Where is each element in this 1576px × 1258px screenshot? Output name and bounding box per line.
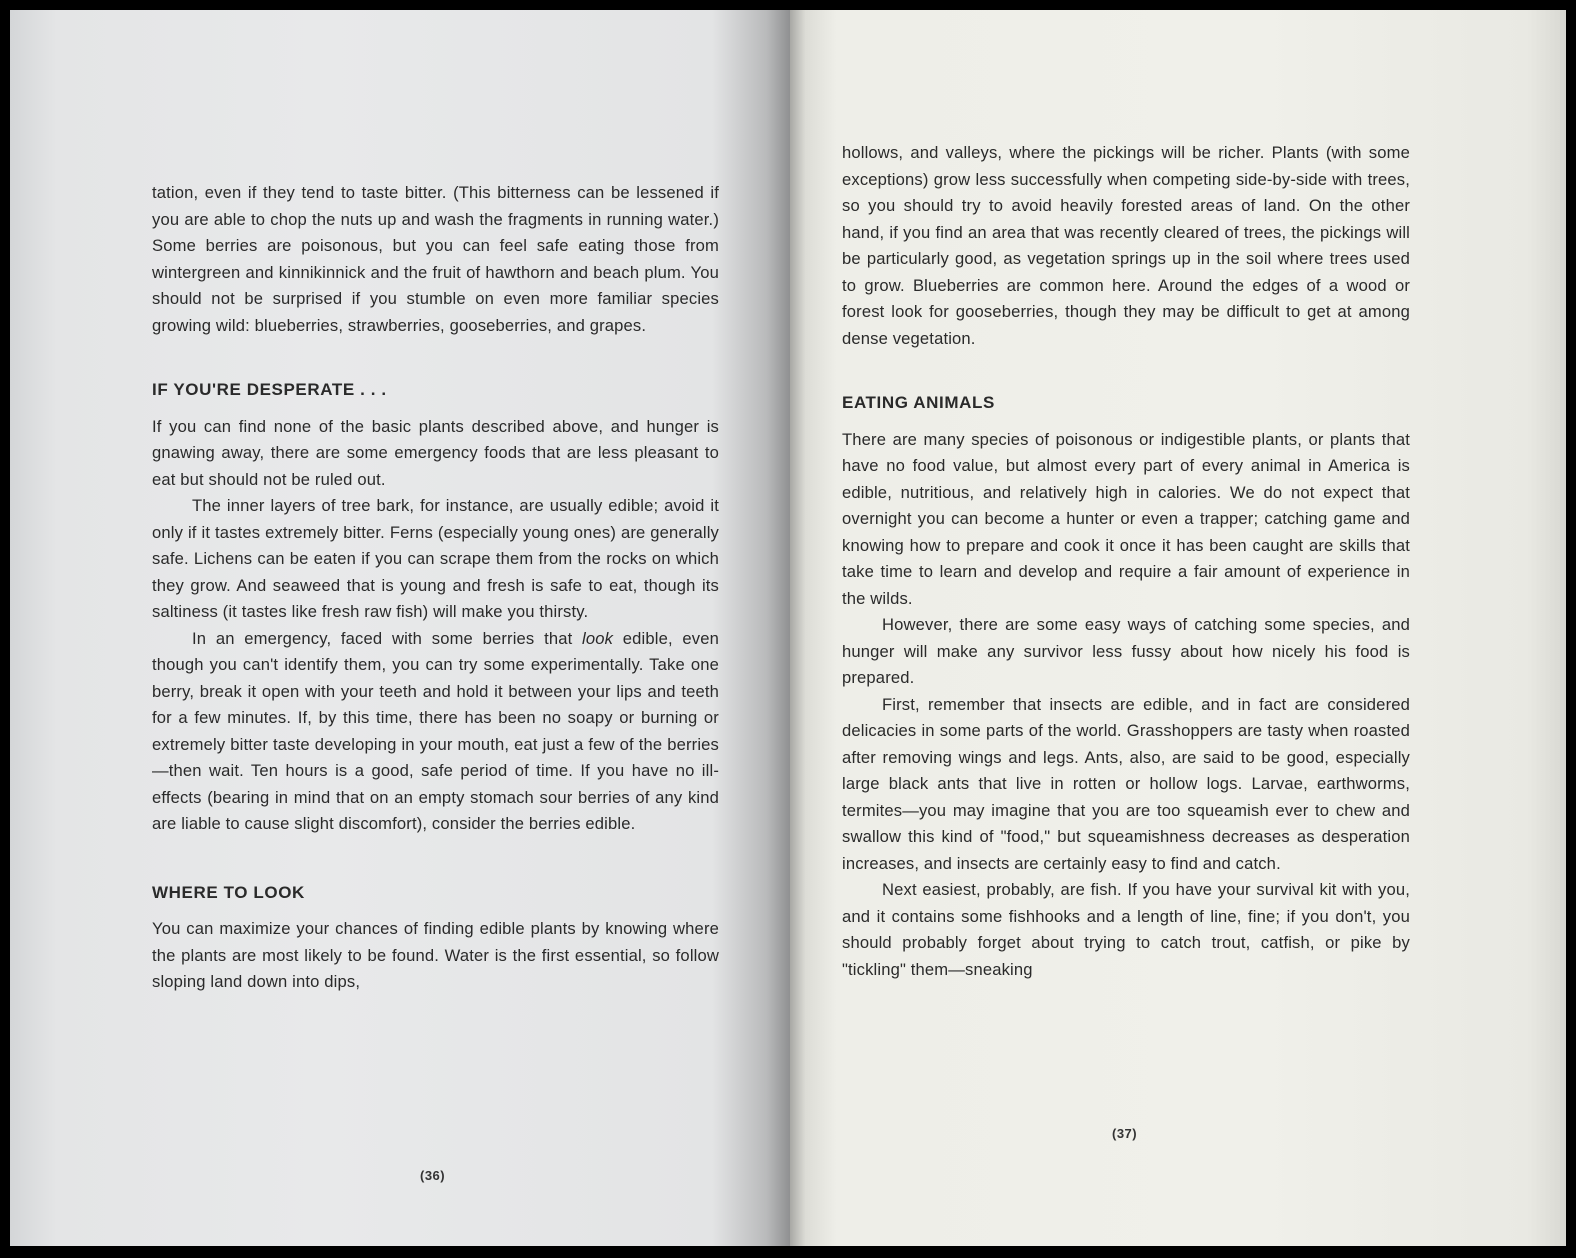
right-page bbox=[790, 10, 1566, 1246]
paragraph: tation, even if they tend to taste bitter. (This bitterness can be lessened if you are able to chop the nuts up and wash the fragments in running water.) Some berries are poisonous, but you can feel safe eating those from wintergreen and kinnikinnick and the fruit of hawthorn and beach plum. You should not be surprised if you stumble on even more familiar species growing wild: blueberries, strawberries, gooseberries, and grapes. bbox=[152, 183, 719, 335]
left-page-text bbox=[152, 180, 719, 996]
paragraph: hollows, and valleys, where the pickings will be richer. Plants (with some exceptions) grow less successfully when competing side-by-side with trees, so you should try to avoid heavily forested areas of land. On the other hand, if you find an area that was recently cleared of trees, the pickings will be particularly good, as vegetation springs up in the soil where trees used to grow. Blueberries are common here. Around the edges of a wood or forest look for gooseberries, though they may be difficult to get at among dense vegetation. bbox=[842, 143, 1410, 348]
section-heading: IF YOU'RE DESPERATE . . . bbox=[152, 380, 387, 399]
page-number: (36) bbox=[420, 1168, 446, 1183]
paragraph: First, remember that insects are edible, and in fact are considered delicacies in some parts of the world. Grasshoppers are tasty when roasted after removing wings and legs. Ants, also, are said to be good, especially large black ants that live in rotten or hollow logs. Larvae, earthworms, termites—you may imagine that you are too squeamish ever to chew and swallow this kind of "food," but squeamishness decreases as desperation increases, and insects are certainly easy to find and catch. bbox=[842, 694, 1410, 873]
section-heading: EATING ANIMALS bbox=[842, 393, 995, 412]
paragraph: The inner layers of tree bark, for instance, are usually edible; avoid it only if it tastes extremely bitter. Ferns (especially young ones) are generally safe. Lichens can be eaten if you can scrape them from the rocks on which they grow. And seaweed that is young and fresh is safe to eat, though its saltiness (it tastes like fresh raw fish) will make you thirsty. bbox=[152, 496, 719, 621]
paragraph: If you can find none of the basic plants described above, and hunger is gnawing away, there are some emergency foods that are less pleasant to eat but should not be ruled out. bbox=[152, 416, 719, 489]
paragraph: You can maximize your chances of finding edible plants by knowing where the plants are most likely to be found. Water is the first essential, so follow sloping land down into dips, bbox=[152, 919, 719, 991]
paragraph: Next easiest, probably, are fish. If you have your survival kit with you, and it contains some fishhooks and a length of line, fine; if you don't, you should probably forget about trying to catch trout, catfish, or pike by "tickling" them—sneaking bbox=[842, 880, 1410, 979]
paragraph: However, there are some easy ways of catching some species, and hunger will make any survivor less fussy about how nicely his food is prepared. bbox=[842, 615, 1410, 687]
left-page bbox=[10, 10, 790, 1246]
paragraph: There are many species of poisonous or indigestible plants, or plants that have no food value, but almost every part of every animal in America is edible, nutritious, and relatively high in calories. We do not expect that overnight you can become a hunter or even a trapper; catching game and knowing how to prepare and cook it once it has been caught are skills that take time to learn and develop and require a fair amount of experience in the wilds. bbox=[842, 429, 1410, 608]
paragraph-text: In an emergency, faced with some berries that bbox=[192, 628, 583, 648]
paragraph-text: edible, even though you can't identify them, you can try some experimentally. Take one berry, break it open with your teeth and hold it between your lips and teeth for a few minutes. If, by this time, there has been no soapy or burning or extremely bitter taste developing in your mouth, eat just a few of the berries—then wait. Ten hours is a good, safe period of time. If you have no ill-effects (bearing in mind that on an empty stomach sour berries of any kind are liable to cause slight discomfort), consider the berries edible. bbox=[152, 628, 719, 833]
section-heading: WHERE TO LOOK bbox=[152, 882, 305, 902]
page-number: (37) bbox=[1112, 1126, 1138, 1141]
emphasis-text: look bbox=[582, 628, 614, 648]
paragraph bbox=[152, 626, 719, 838]
right-page-text bbox=[842, 140, 1410, 983]
